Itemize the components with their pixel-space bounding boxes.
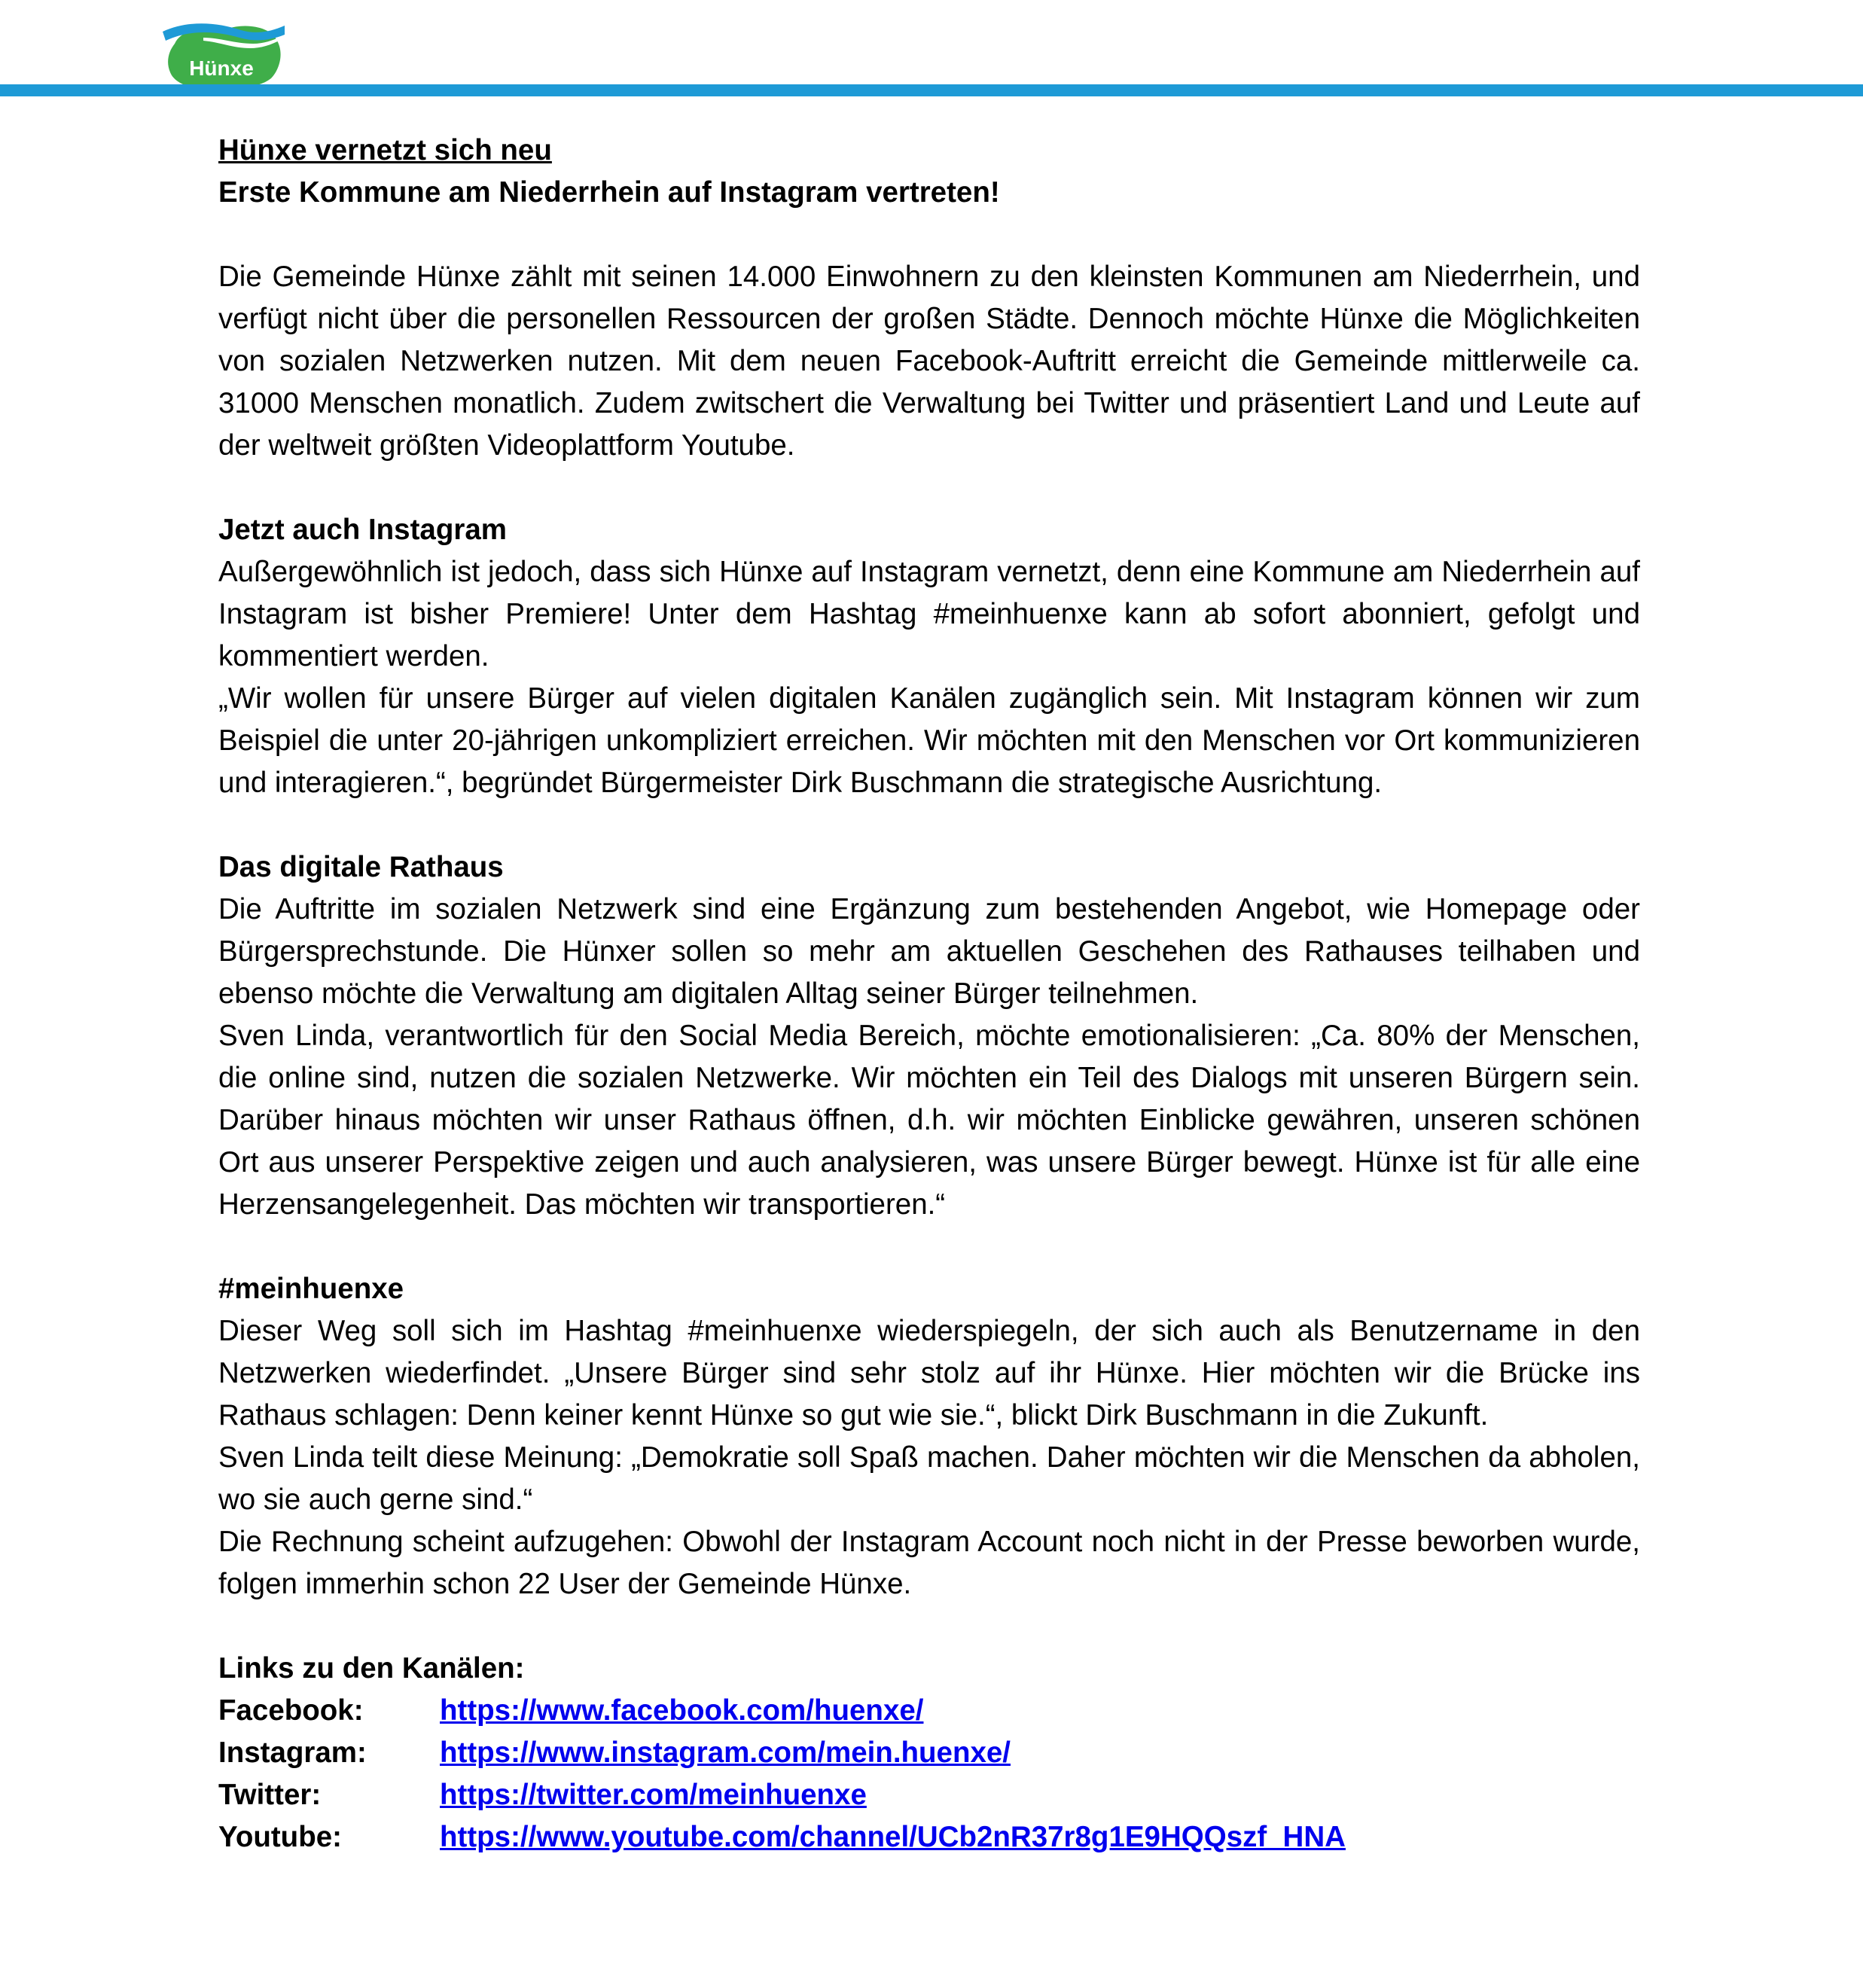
article: [218, 130, 1640, 1858]
youtube-link[interactable]: https://www.youtube.com/channel/UCb2nR37r8g1E9HQQszf_HNA: [440, 1821, 1346, 1853]
paragraph: Sven Linda, verantwortlich für den Social Media Bereich, möchte emotionalisieren: „Ca. 80% der Menschen, die online sind, nutzen die sozialen Netzwerke. Wir möchten ein Teil des Dialogs mit unseren Bürgern sein. Darüber hinaus möchten wir unser Rathaus öffnen, d.h. wir möchten Einblicke gewähren, unseren schönen Ort aus unserer Perspektive zeigen und auch analysieren, was unsere Bürger bewegt. Hünxe ist für alle eine Herzensangelegenheit. Das möchten wir transportieren.“: [218, 1020, 1640, 1221]
spacer: [218, 214, 1640, 256]
paragraph: Dieser Weg soll sich im Hashtag #meinhuenxe wiederspiegeln, der sich auch als Benutzername in den Netzwerken wiederfindet. „Unsere Bürger sind sehr stolz auf ihr Hünxe. Hier möchten wir die Brücke ins Rathaus schlagen: Denn keiner kennt Hünxe so gut wie sie.“, blickt Dirk Buschmann in die Zukunft.: [218, 1315, 1640, 1432]
paragraph: Die Rechnung scheint aufzugehen: Obwohl der Instagram Account noch nicht in der Presse beworben wurde, folgen immerhin schon 22 User der Gemeinde Hünxe.: [218, 1526, 1640, 1600]
section-heading-hashtag: #meinhuenxe: [218, 1273, 404, 1305]
link-label: Facebook:: [218, 1694, 364, 1727]
paragraph: Sven Linda teilt diese Meinung: „Demokratie soll Spaß machen. Daher möchten wir die Menschen da abholen, wo sie auch gerne sind.“: [218, 1441, 1640, 1516]
twitter-link[interactable]: https://twitter.com/meinhuenxe: [440, 1779, 867, 1811]
links-heading: Links zu den Kanälen:: [218, 1652, 525, 1685]
link-row-instagram: [218, 1732, 1640, 1774]
spacer: [218, 1605, 1640, 1648]
spacer: [218, 1226, 1640, 1268]
logo-text: Hünxe: [189, 56, 254, 80]
header-accent-bar: [0, 84, 1863, 96]
link-label: Youtube:: [218, 1821, 342, 1853]
section-heading-instagram: Jetzt auch Instagram: [218, 514, 507, 546]
section-heading-digital-townhall: Das digitale Rathaus: [218, 851, 504, 883]
link-row-twitter: [218, 1774, 1640, 1816]
article-title: Hünxe vernetzt sich neu: [218, 134, 552, 166]
link-label: Twitter:: [218, 1779, 322, 1811]
paragraph: Außergewöhnlich ist jedoch, dass sich Hünxe auf Instagram vernetzt, denn eine Kommune am Niederrhein auf Instagram ist bisher Premiere! Unter dem Hashtag #meinhuenxe kann ab sofort abonniert, gefolgt und kommentiert werden.: [218, 556, 1640, 672]
paragraph: Die Auftritte im sozialen Netzwerk sind eine Ergänzung zum bestehenden Angebot, wie Homepage oder Bürgersprechstunde. Die Hünxer sollen so mehr am aktuellen Geschehen des Rathauses teilhaben und ebenso möchte die Verwaltung am digitalen Alltag seiner Bürger teilnehmen.: [218, 893, 1640, 1010]
spacer: [218, 467, 1640, 509]
link-row-youtube: [218, 1816, 1640, 1858]
spacer: [218, 804, 1640, 846]
link-label: Instagram:: [218, 1736, 367, 1769]
article-subtitle: Erste Kommune am Niederrhein auf Instagram vertreten!: [218, 176, 1000, 209]
page-header: [0, 0, 1863, 98]
intro-paragraph: Die Gemeinde Hünxe zählt mit seinen 14.000 Einwohnern zu den kleinsten Kommunen am Niederrhein, und verfügt nicht über die personellen Ressourcen der großen Städte. Dennoch möchte Hünxe die Möglichkeiten von sozialen Netzwerken nutzen. Mit dem neuen Facebook-Auftritt erreicht die Gemeinde mittlerweile ca. 31000 Menschen monatlich. Zudem zwitschert die Verwaltung bei Twitter und präsentiert Land und Leute auf der weltweit größten Videoplattform Youtube.: [218, 261, 1640, 462]
link-row-facebook: [218, 1690, 1640, 1732]
facebook-link[interactable]: https://www.facebook.com/huenxe/: [440, 1694, 924, 1727]
instagram-link[interactable]: https://www.instagram.com/mein.huenxe/: [440, 1736, 1011, 1769]
paragraph: „Wir wollen für unsere Bürger auf vielen digitalen Kanälen zugänglich sein. Mit Instagram können wir zum Beispiel die unter 20-jährigen unkompliziert erreichen. Wir möchten mit den Menschen vor Ort kommunizieren und interagieren.“, begründet Bürgermeister Dirk Buschmann die strategische Ausrichtung.: [218, 682, 1640, 799]
huenxe-logo: [158, 15, 286, 92]
